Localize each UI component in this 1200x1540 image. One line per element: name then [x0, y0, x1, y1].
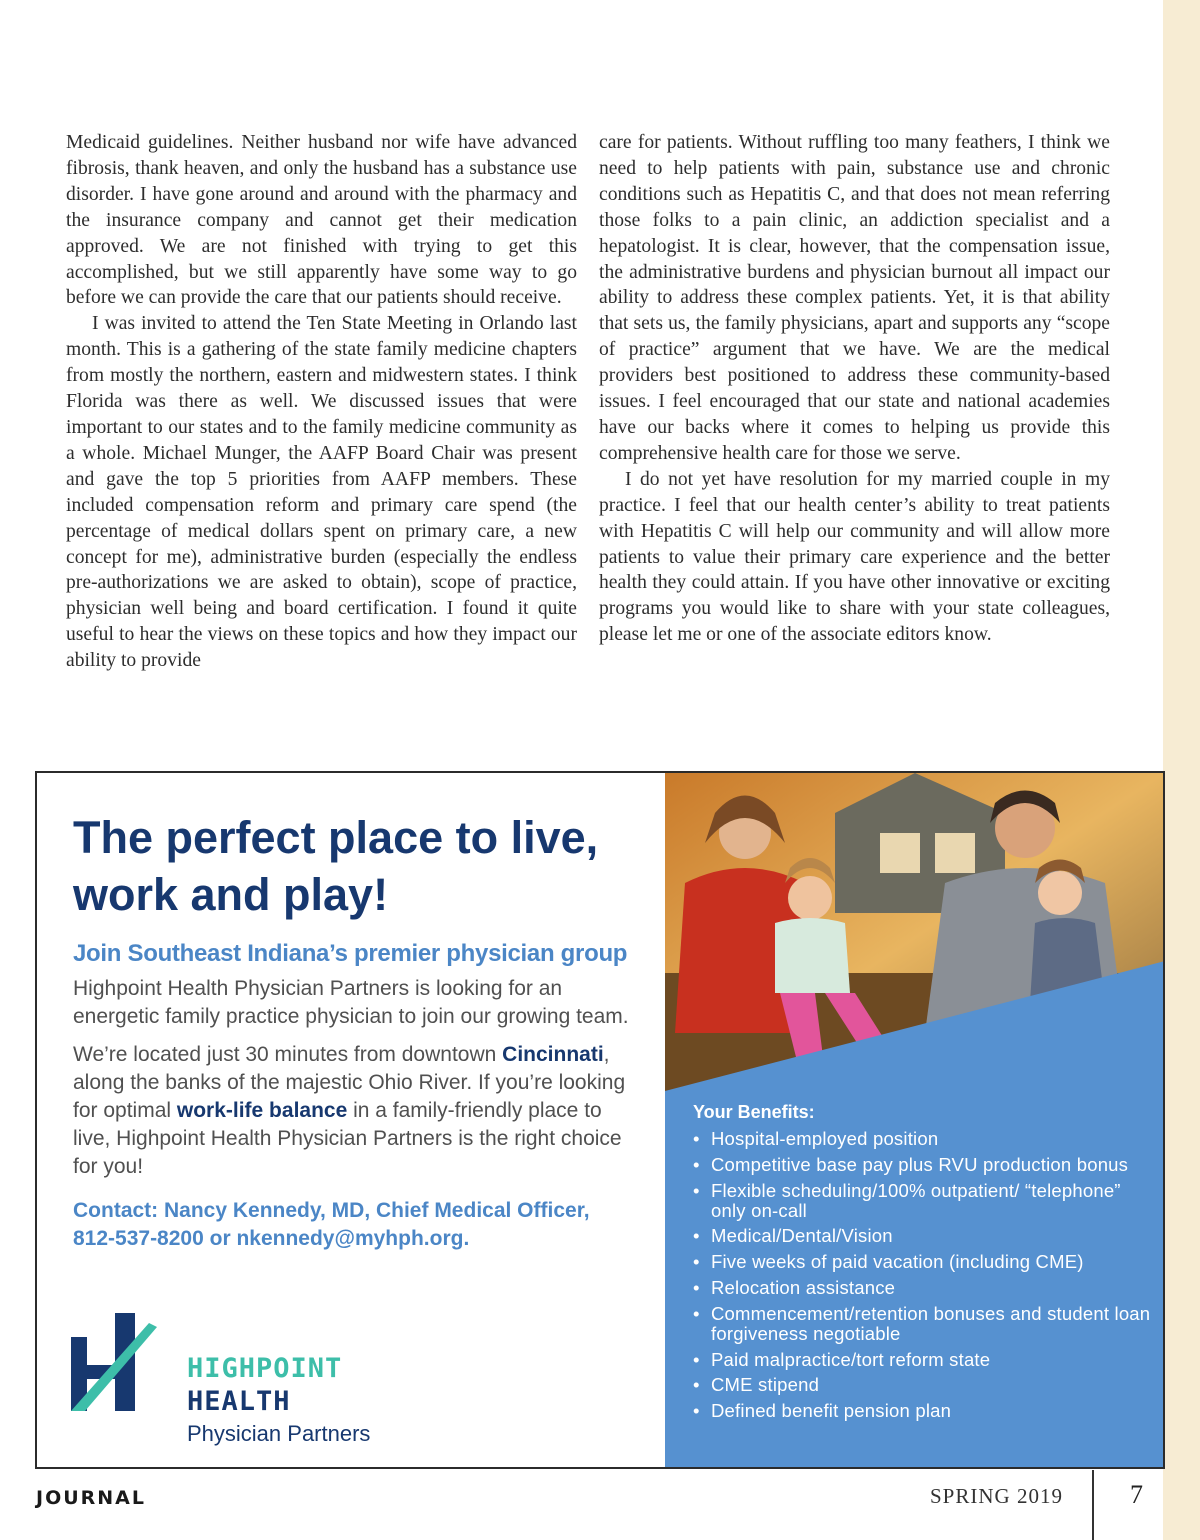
ad-location-text [73, 1041, 633, 1181]
footer-journal-title: JOURNAL [36, 1487, 146, 1509]
ad-balance-highlight: work-life balance [176, 1099, 348, 1122]
footer-divider [1092, 1470, 1094, 1540]
footer-issue-date: SPRING 2019 [930, 1484, 1063, 1508]
logo-mark-icon [71, 1313, 181, 1423]
benefit-item: • Paid malpractice/tort reform state [693, 1350, 1153, 1370]
ad-location-text-part: in a family-friendly place to live, Highpoint Health Physician Partners is the right choice for you! [73, 1099, 622, 1178]
highpoint-health-logo [71, 1313, 371, 1453]
page-number: 7 [1130, 1480, 1143, 1509]
ad-city-highlight: Cincinnati [502, 1043, 604, 1066]
logo-word-highpoint: HIGHPOINT [187, 1353, 343, 1384]
article-paragraph: care for patients. Without ruffling too many feathers, I think we need to help patients with pain, substance use and chronic conditions such as Hepatitis C, and that does not mean referring those folks to a pain clinic, an addiction specialist and a hepatologist. It is clear, however, that the compensation issue, the administrative burdens and physician burnout all impact our ability to address these complex patients. Yet, it is that ability that sets us, the family physicians, apart and supports any “scope of practice” argument that we have. We are the medical providers best positioned to address these community-based issues. I feel encouraged that our state and national academies have our backs where it comes to helping us provide this comprehensive health care for those we serve. [599, 132, 1110, 464]
benefit-item: • Defined benefit pension plan [693, 1401, 1153, 1421]
benefit-item: • Commencement/retention bonuses and student loan forgiveness negotiable [693, 1304, 1153, 1344]
article-paragraph: Medicaid guidelines. Neither husband nor wife have advanced fibrosis, thank heaven, and only the husband has a substance use disorder. I have gone around and around with the pharmacy and the insurance company and cannot get their medication approved. We are not finished with trying to get this accomplished, but we still apparently have some way to go before we can provide the care that our patients should receive. [66, 132, 577, 309]
ad-subhead: Join Southeast Indiana’s premier physician group [73, 940, 628, 967]
ad-headline: The perfect place to live, work and play! [73, 812, 599, 920]
benefit-item: • Five weeks of paid vacation (including CME) [693, 1252, 1153, 1272]
article-paragraph: I was invited to attend the Ten State Meeting in Orlando last month. This is a gathering of the state family medicine chapters from mostly the northern, eastern and midwestern states. I think Florida was there as well. We discussed issues that were important to our states and to the family medicine community as a whole. Michael Munger, the AAFP Board Chair was present and gave the top 5 priorities from AAFP members. These included compensation reform and primary care spend (the percentage of medical dollars spent on primary care, a new concept for me), administrative burden (especially the endless pre-authorizations we are asked to obtain), scope of practice, physician well being and board certification. I found it quite useful to hear the views on these topics and how they impact our ability to provide [66, 313, 577, 672]
benefits-list-block [693, 1101, 1153, 1427]
benefit-item: • Relocation assistance [693, 1278, 1153, 1298]
ad-contact: Contact: Nancy Kennedy, MD, Chief Medical Officer, 812-537-8200 or nkennedy@myhph.org. [73, 1199, 590, 1250]
benefits-list [693, 1129, 1153, 1421]
ad-image-panel [665, 773, 1165, 1467]
benefit-item: • CME stipend [693, 1375, 1153, 1395]
benefits-title: Your Benefits: [693, 1102, 815, 1122]
benefit-item: • Competitive base pay plus RVU production bonus [693, 1155, 1153, 1175]
ad-intro: Highpoint Health Physician Partners is looking for an energetic family practice physician to join our growing team. [73, 977, 629, 1028]
recruitment-advertisement [35, 771, 1165, 1469]
article-body [66, 130, 1110, 674]
logo-word-health: HEALTH [187, 1386, 291, 1417]
logo-subtitle: Physician Partners [187, 1421, 371, 1446]
ad-text-panel [37, 773, 665, 1467]
article-paragraph: I do not yet have resolution for my married couple in my practice. I feel that our health center’s ability to treat patients with Hepatitis C will help our community and will allow more patients to value their primary care experience and the better health they could attain. If you have other innovative or exciting programs you would like to share with your state colleagues, please let me or one of the associate editors know. [599, 468, 1110, 646]
article-column-right [599, 130, 1110, 674]
benefit-item: • Flexible scheduling/100% outpatient/ “telephone” only on-call [693, 1181, 1153, 1221]
ad-location-text-part: , along the banks of the majestic Ohio River. If you’re looking for optimal [73, 1043, 626, 1122]
benefit-item: • Medical/Dental/Vision [693, 1226, 1153, 1246]
page-edge-strip [1163, 0, 1200, 1540]
benefit-item: • Hospital-employed position [693, 1129, 1153, 1149]
article-column-left [66, 130, 577, 674]
ad-location-text-part: We’re located just 30 minutes from downtown [73, 1043, 503, 1066]
